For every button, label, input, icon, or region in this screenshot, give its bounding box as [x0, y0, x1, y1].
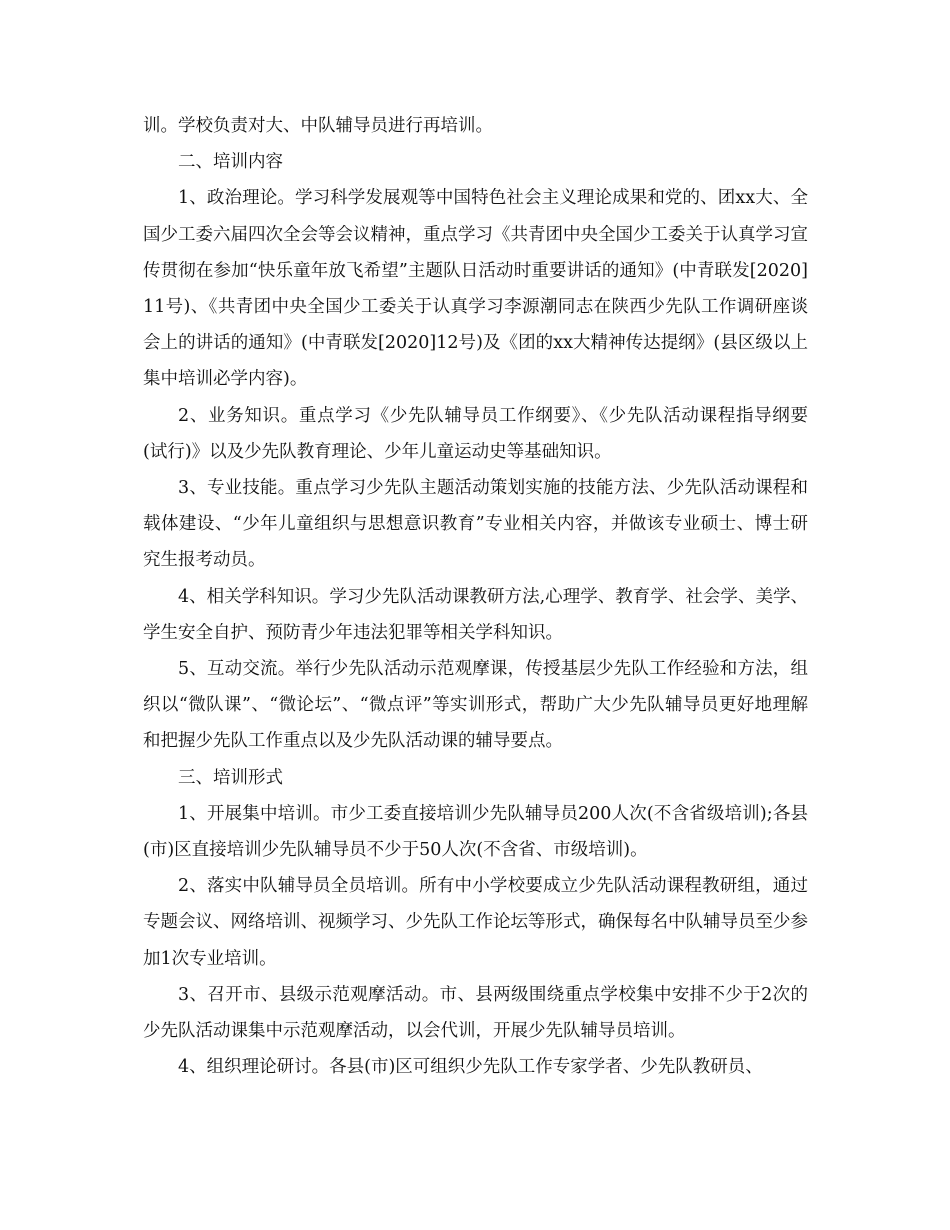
- section-heading-training-format: 三、培训形式: [178, 767, 283, 788]
- paragraph-demonstration-activities: 3、召开市、县级示范观摩活动。市、县两级围绕重点学校集中安排不少于2次的少先队活动课集中示范观摩活动，以会代训，开展少先队辅导员培训。: [143, 984, 808, 1042]
- paragraph-continuation: 训。学校负责对大、中队辅导员进行再培训。: [143, 116, 493, 136]
- paragraph-interactive-exchange: 5、互动交流。举行少先队活动示范观摩课，传授基层少先队工作经验和方法，组织以“微队课”、“微论坛”、“微点评”等实训形式，帮助广大少先队辅导员更好地理解和把握少先队工作重点以及少先队活动课的辅导要点。: [143, 659, 808, 752]
- paragraph-professional-skills: 3、专业技能。重点学习少先队主题活动策划实施的技能方法、少先队活动课程和载体建设、“少年儿童组织与思想意识教育”专业相关内容，并做该专业硕士、博士研究生报考动员。: [143, 478, 808, 571]
- paragraph-business-knowledge: 2、业务知识。重点学习《少先队辅导员工作纲要》、《少先队活动课程指导纲要(试行)》以及少先队教育理论、少年儿童运动史等基础知识。: [143, 405, 808, 462]
- paragraph-related-disciplines: 4、相关学科知识。学习少先队活动课教研方法,心理学、教育学、社会学、美学、学生安全自护、预防青少年违法犯罪等相关学科知识。: [143, 586, 808, 643]
- paragraph-centralized-training: 1、开展集中培训。市少工委直接培训少先队辅导员200人次(不含省级培训);各县(市)区直接培训少先队辅导员不少于50人次(不含省、市级培训)。: [143, 803, 808, 861]
- paragraph-full-staff-training: 2、落实中队辅导员全员培训。所有中小学校要成立少先队活动课程教研组，通过专题会议、网络培训、视频学习、少先队工作论坛等形式，确保每名中队辅导员至少参加1次专业培训。: [143, 876, 808, 969]
- section-heading-training-content: 二、培训内容: [178, 152, 283, 173]
- paragraph-theory-seminar: 4、组织理论研讨。各县(市)区可组织少先队工作专家学者、少先队教研员、: [178, 1057, 763, 1078]
- paragraph-political-theory: 1、政治理论。学习科学发展观等中国特色社会主义理论成果和党的、团xx大、全国少工委六届四次全会等会议精神，重点学习《共青团中央全国少工委关于认真学习宣传贯彻在参加“快乐童年放飞希望”主题队日活动时重要讲话的通知》(中青联发[2020]11号)、《共青团中央全国少工委关于认真学习李源潮同志在陕西少先队工作调研座谈会上的讲话的通知》(中青联发[2020]12号)及《团的xx大精神传达提纲》(县区级以上集中培训必学内容)。: [143, 188, 808, 390]
- document-body: [143, 108, 808, 1085]
